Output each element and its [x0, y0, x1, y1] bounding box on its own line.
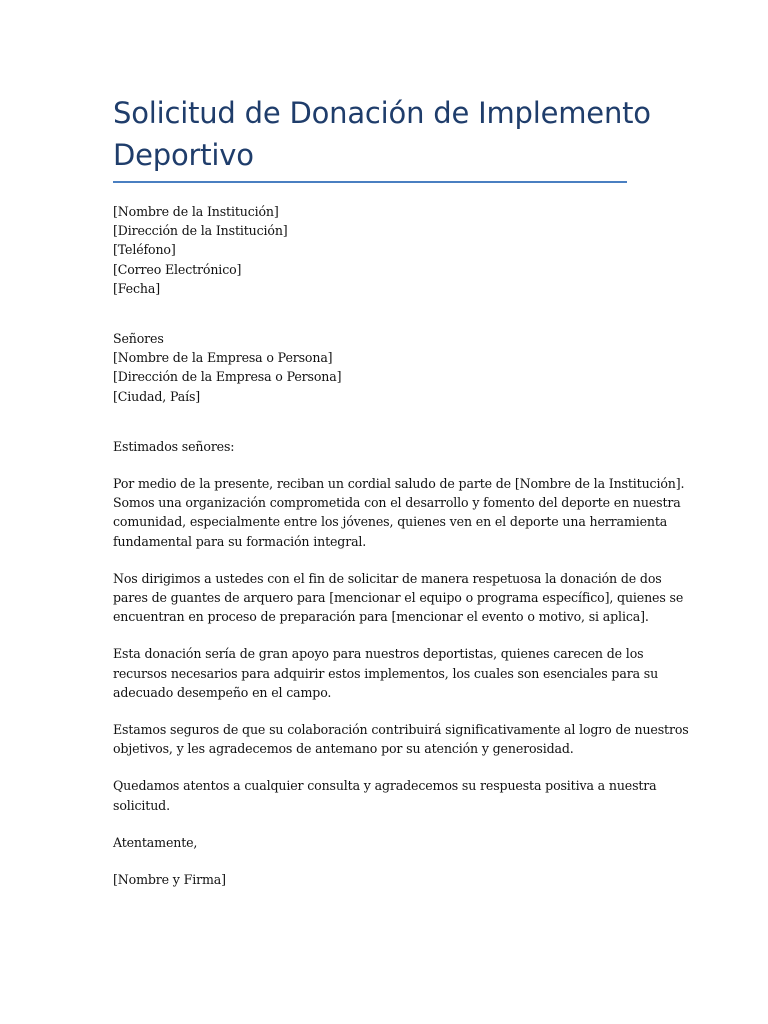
document-title	[113, 92, 651, 176]
recipient-block	[113, 329, 628, 406]
paragraph-introduction	[113, 474, 685, 551]
greeting: Estimados señores:	[113, 438, 235, 454]
paragraph-line: Quedamos atentos a cualquier consulta y agradecemos su respuesta positiva a nuestra	[113, 778, 657, 794]
closing: Atentamente,	[113, 834, 198, 850]
sender-institution-address: [Dirección de la Institución]	[113, 223, 288, 239]
title-line-2: Deportivo	[113, 138, 254, 172]
paragraph-line: adecuado desempeño en el campo.	[113, 684, 332, 700]
paragraph-line: Nos dirigimos a ustedes con el fin de solicitar de manera respetuosa la donación de dos	[113, 570, 662, 586]
paragraph-justification	[113, 644, 659, 702]
paragraph-line: encuentran en proceso de preparación para [mencionar el evento o motivo, si aplica].	[113, 609, 649, 625]
paragraph-line: pares de guantes de arquero para [mencionar el equipo o programa específico], quienes se	[113, 590, 684, 606]
title-underline	[113, 181, 627, 183]
paragraph-line: Somos una organización comprometida con el desarrollo y fomento del deporte en nuestra	[113, 495, 681, 511]
paragraph-line: fundamental para su formación integral.	[113, 533, 367, 549]
paragraph-request	[113, 569, 684, 627]
recipient-address: [Dirección de la Empresa o Persona]	[113, 369, 342, 385]
paragraph-line: recursos necesarios para adquirir estos implementos, los cuales son esenciales para su	[113, 665, 659, 681]
sender-phone: [Teléfono]	[113, 242, 176, 258]
recipient-name: [Nombre de la Empresa o Persona]	[113, 350, 333, 366]
paragraph-line: Esta donación sería de gran apoyo para nuestros deportistas, quienes carecen de los	[113, 646, 644, 662]
paragraph-line: solicitud.	[113, 797, 170, 813]
recipient-salutation: Señores	[113, 331, 164, 347]
sender-date: [Fecha]	[113, 280, 160, 296]
paragraph-line: comunidad, especialmente entre los jóvenes, quienes ven en el deporte una herramienta	[113, 514, 668, 530]
document-page	[113, 92, 689, 889]
title-line-1: Solicitud de Donación de Implemento	[113, 96, 651, 130]
paragraph-closing-remark	[113, 776, 657, 814]
sender-block	[113, 202, 628, 298]
paragraph-line: Estamos seguros de que su colaboración contribuirá significativamente al logro de nuestros	[113, 722, 689, 738]
sender-institution-name: [Nombre de la Institución]	[113, 204, 279, 219]
paragraph-gratitude	[113, 720, 689, 758]
sender-email: [Correo Electrónico]	[113, 261, 242, 277]
recipient-city-country: [Ciudad, País]	[113, 388, 201, 404]
signature: [Nombre y Firma]	[113, 872, 226, 888]
paragraph-line: Por medio de la presente, reciban un cordial saludo de parte de [Nombre de la Institución].	[113, 476, 685, 492]
paragraph-line: objetivos, y les agradecemos de antemano por su atención y generosidad.	[113, 741, 574, 757]
